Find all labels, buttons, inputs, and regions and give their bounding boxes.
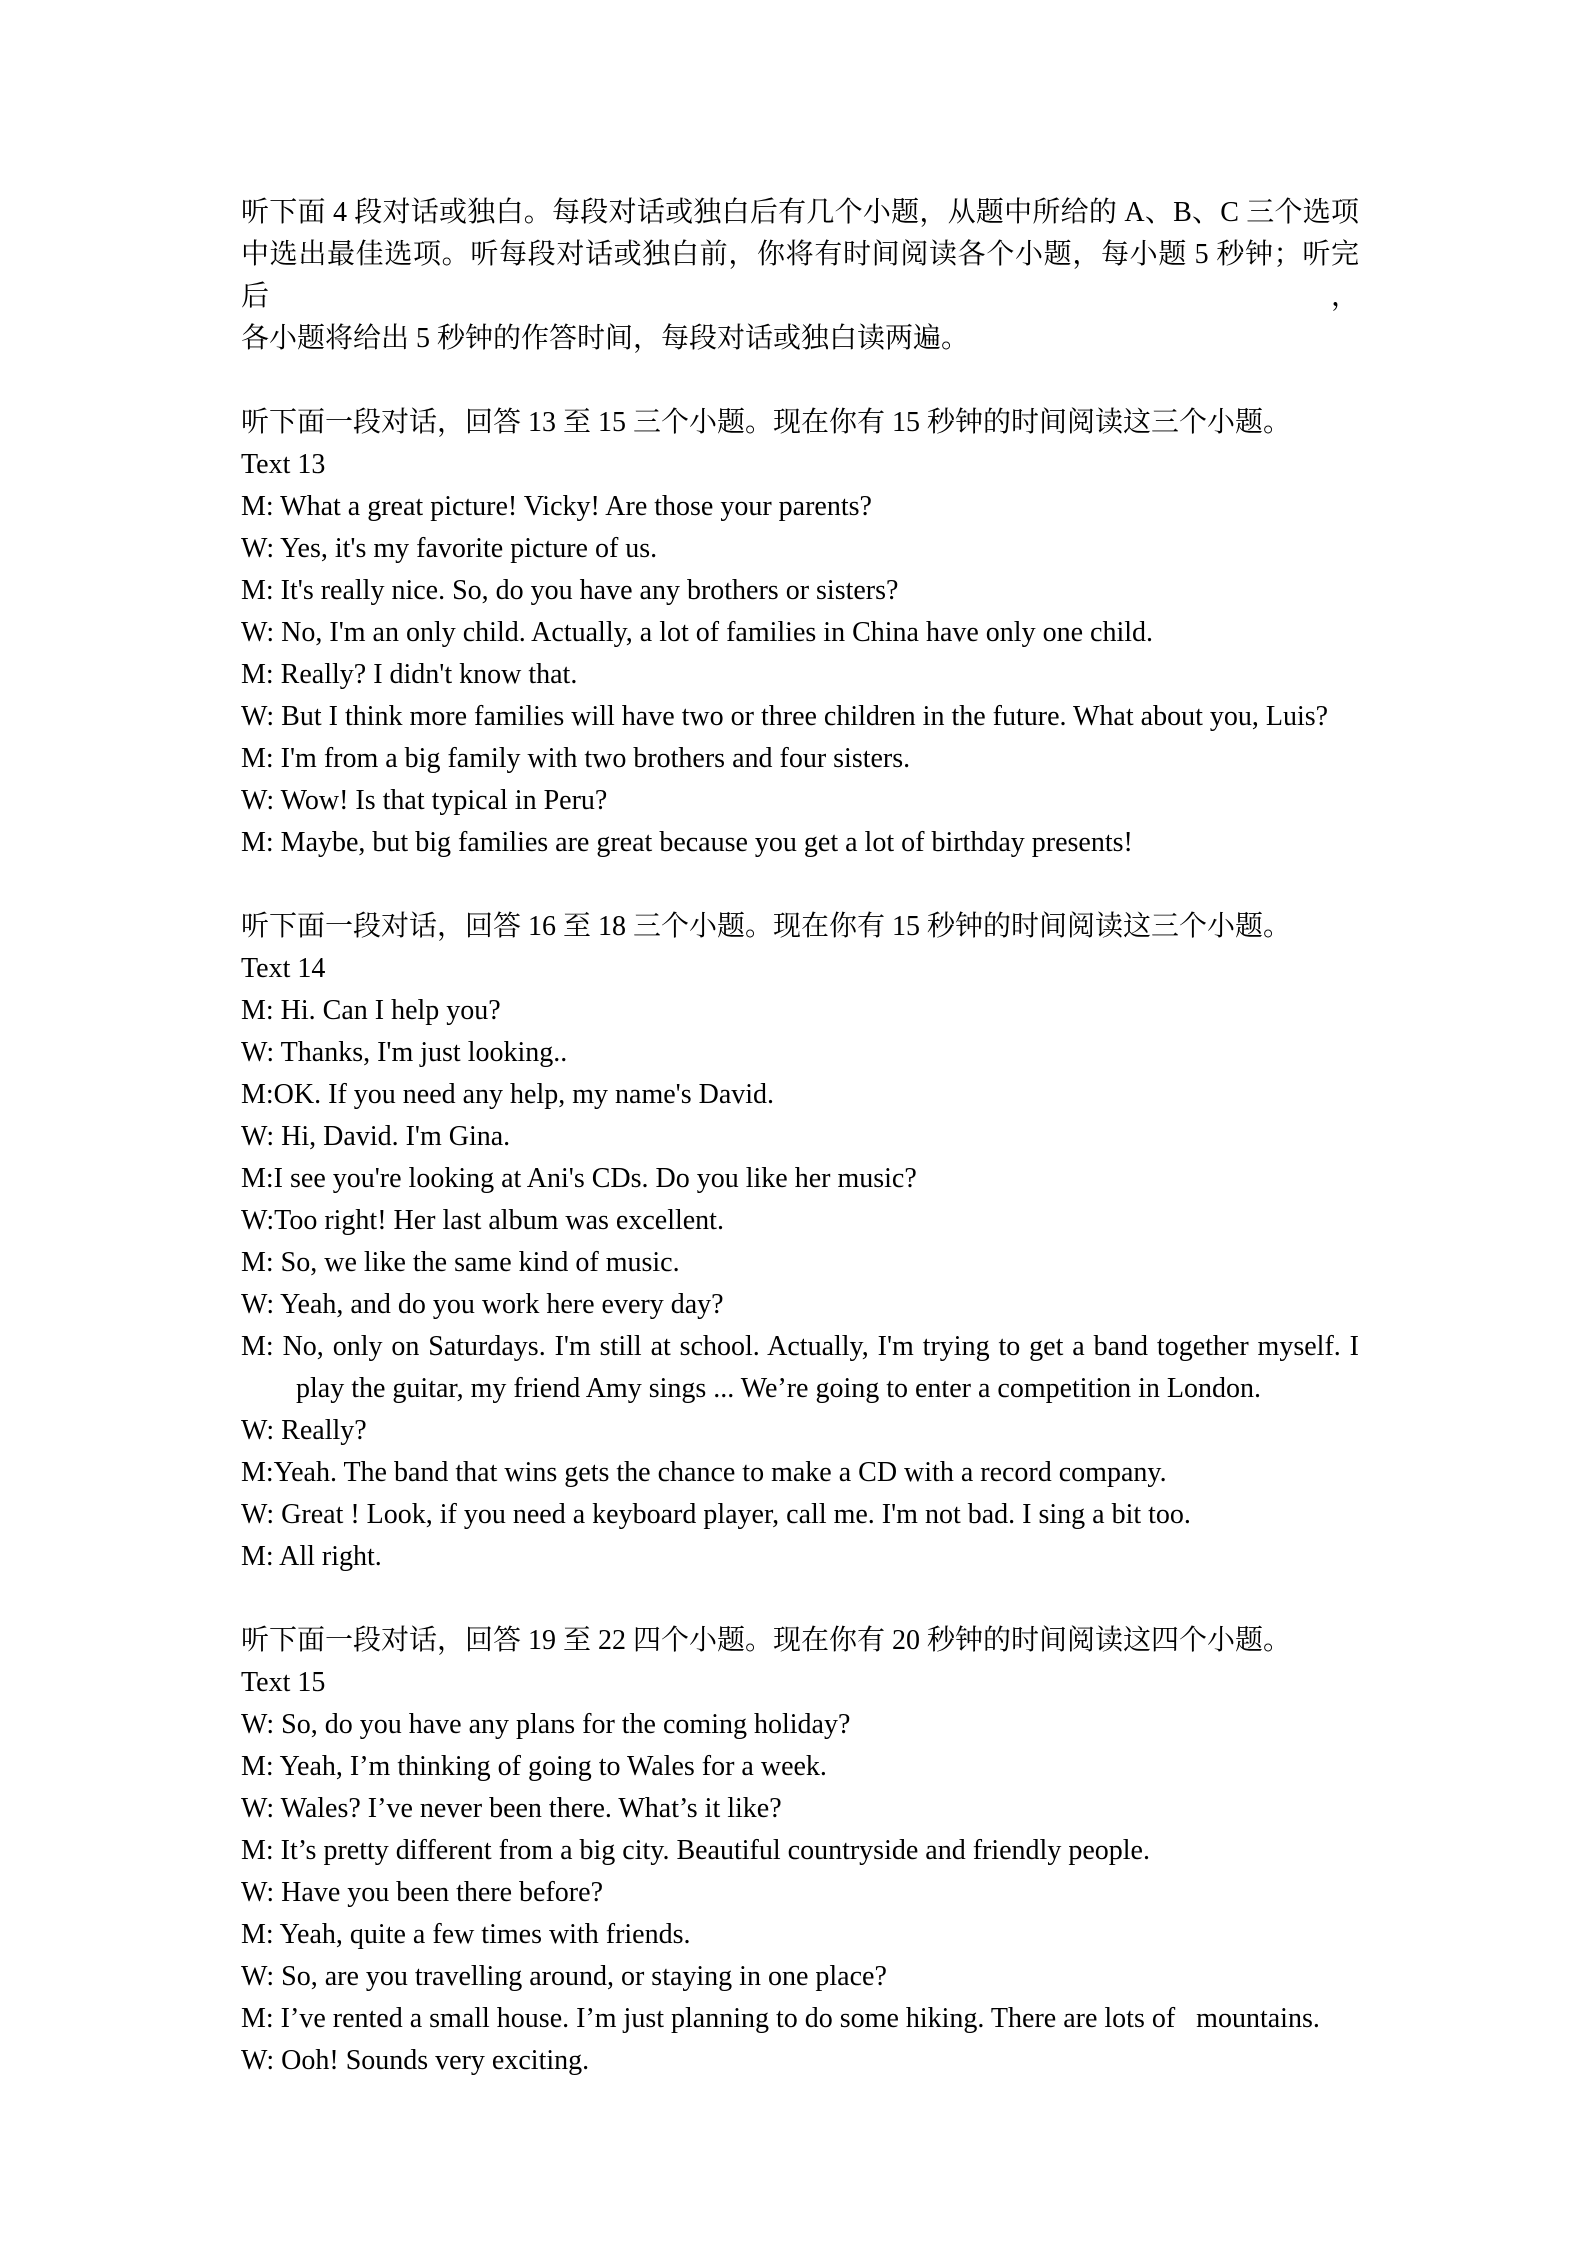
section-instruction: 听下面一段对话，回答 16 至 18 三个小题。现在你有 15 秒钟的时间阅读这三个小题。	[241, 911, 1292, 942]
dialogue-line: W: So, are you travelling around, or staying in one place?	[241, 1961, 887, 1992]
dialogue-line: M: All right.	[241, 1541, 382, 1572]
dialogue-line: M: I'm from a big family with two brothers and four sisters.	[241, 743, 911, 774]
dialogue-line: W: Ooh! Sounds very exciting.	[241, 2045, 590, 2076]
intro-line: 听下面 4 段对话或独白。每段对话或独白后有几个小题，从题中所给的 A、B、C 三个选项	[241, 197, 1359, 228]
dialogue-line: M:OK. If you need any help, my name's David.	[241, 1079, 775, 1110]
dialogue-line: M: It’s pretty different from a big city. Beautiful countryside and friendly people.	[241, 1835, 1150, 1866]
dialogue-line: W: No, I'm an only child. Actually, a lot of families in China have only one child.	[241, 617, 1153, 648]
intro-line: 各小题将给出 5 秒钟的作答时间，每段对话或独白读两遍。	[241, 323, 970, 354]
dialogue-line: M: Yeah, quite a few times with friends.	[241, 1919, 691, 1950]
intro-paragraph	[241, 192, 1359, 360]
section-text-14	[241, 906, 1366, 1578]
section-text-15	[241, 1620, 1359, 2082]
dialogue-line: M: It's really nice. So, do you have any brothers or sisters?	[241, 575, 899, 606]
dialogue-line: M: No, only on Saturdays. I'm still at school. Actually, I'm trying to get a band together myself. I play the guitar, my friend Amy sings ... We’re going to enter a competition in London.	[241, 1331, 1366, 1404]
dialogue-line: W: Great ! Look, if you need a keyboard player, call me. I'm not bad. I sing a bit too.	[241, 1499, 1191, 1530]
dialogue-line: M:Yeah. The band that wins gets the chance to make a CD with a record company.	[241, 1457, 1167, 1488]
dialogue-line: M: Hi. Can I help you?	[241, 995, 501, 1026]
dialogue-line: W: Have you been there before?	[241, 1877, 603, 1908]
dialogue-line: W: Hi, David. I'm Gina.	[241, 1121, 511, 1152]
document-page	[241, 192, 1366, 2082]
dialogue-line: W: Really?	[241, 1415, 367, 1446]
section-instruction: 听下面一段对话，回答 19 至 22 四个小题。现在你有 20 秒钟的时间阅读这四个小题。	[241, 1625, 1292, 1656]
dialogue-line: M: I’ve rented a small house. I’m just planning to do some hiking. There are lots of mountains.	[241, 2003, 1320, 2034]
text-title: Text 15	[241, 1667, 326, 1698]
dialogue-line: M: So, we like the same kind of music.	[241, 1247, 680, 1278]
dialogue-line: M: Yeah, I’m thinking of going to Wales for a week.	[241, 1751, 827, 1782]
dialogue-line: W: So, do you have any plans for the coming holiday?	[241, 1709, 851, 1740]
dialogue-line: W: Wow! Is that typical in Peru?	[241, 785, 608, 816]
section-text-13	[241, 402, 1359, 864]
dialogue-line: M: What a great picture! Vicky! Are those your parents?	[241, 491, 872, 522]
dialogue-line: W: But I think more families will have two or three children in the future. What about you, Luis?	[241, 701, 1329, 732]
dialogue-line: M: Maybe, but big families are great because you get a lot of birthday presents!	[241, 827, 1133, 858]
dialogue-line: W: Yes, it's my favorite picture of us.	[241, 533, 658, 564]
dialogue-line: W: Thanks, I'm just looking..	[241, 1037, 568, 1068]
dialogue-line: W: Yeah, and do you work here every day?	[241, 1289, 724, 1320]
text-title: Text 14	[241, 953, 326, 984]
dialogue-line: W: Wales? I’ve never been there. What’s it like?	[241, 1793, 782, 1824]
dialogue-line: W:Too right! Her last album was excellent.	[241, 1205, 724, 1236]
text-title: Text 13	[241, 449, 326, 480]
dialogue-line: M:I see you're looking at Ani's CDs. Do you like her music?	[241, 1163, 917, 1194]
intro-line: 中选出最佳选项。听每段对话或独白前，你将有时间阅读各个小题，每小题 5 秒钟；听完后，	[241, 239, 1359, 312]
dialogue-line: M: Really? I didn't know that.	[241, 659, 578, 690]
section-instruction: 听下面一段对话，回答 13 至 15 三个小题。现在你有 15 秒钟的时间阅读这三个小题。	[241, 407, 1292, 438]
